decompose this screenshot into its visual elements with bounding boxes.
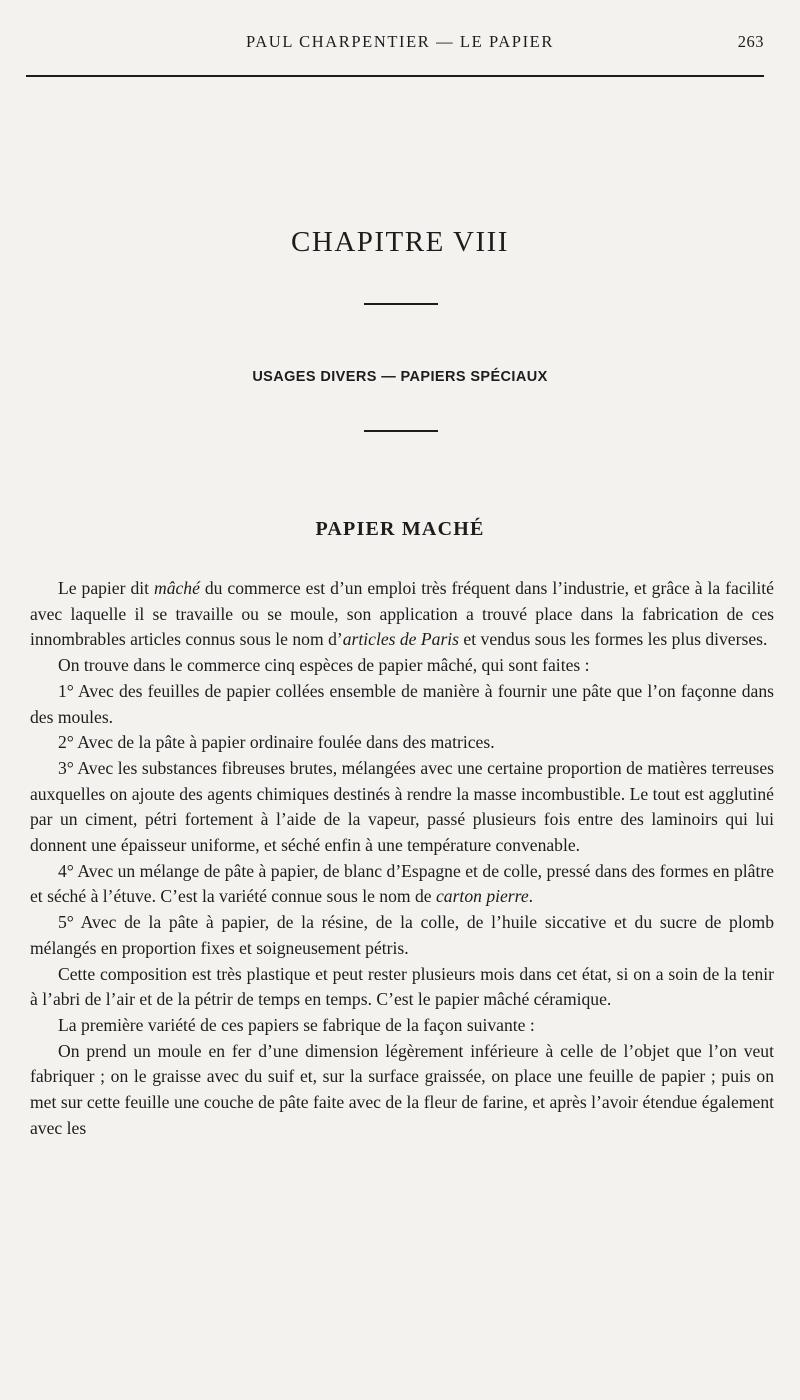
italic-text: articles de Paris xyxy=(342,629,460,650)
section-title: PAPIER MACHÉ xyxy=(315,518,485,540)
italic-text: carton pierre xyxy=(435,886,529,907)
page-number: 263 xyxy=(737,32,764,51)
paragraph-text: 1° Avec des feuilles de papier collées ensemble de manière à fournir une pâte que l’on façonne dans des moules. xyxy=(30,680,774,727)
paragraph-text: Le papier dit xyxy=(58,578,154,598)
body-paragraph xyxy=(30,962,774,1013)
chapter-subtitle: USAGES DIVERS — PAPIERS SPÉCIAUX xyxy=(252,369,548,385)
paragraph-text: La première variété de ces papiers se fabrique de la façon suivante : xyxy=(58,1014,535,1035)
paragraph-text: 5° Avec de la pâte à papier, de la résine, de la colle, de l’huile siccative et du sucre de plomb mélangés en proportion fixes et soigneusement pétris. xyxy=(30,912,774,958)
paragraph-text: et vendus sous les formes les plus diverses. xyxy=(459,629,768,650)
header-rule xyxy=(26,75,764,77)
body-paragraph xyxy=(30,576,774,653)
body-paragraph xyxy=(30,910,774,961)
body-paragraph xyxy=(30,756,774,859)
paragraph-text: On trouve dans le commerce cinq espèces de papier mâché, qui sont faites : xyxy=(58,655,590,676)
body-paragraph xyxy=(30,1039,774,1142)
body-paragraph xyxy=(30,653,774,679)
running-title: PAUL CHARPENTIER — LE PAPIER xyxy=(246,32,554,51)
paragraph-text: du commerce est d’un emploi très fréquent dans l’industrie, et grâce à la facilité avec laquelle il se travaille ou se moule, son application a trouvé place dans la fabrication de ces innombrables articles connus sous le nom d’ xyxy=(30,578,774,650)
body-paragraph xyxy=(30,679,774,730)
paragraph-text: Cette composition est très plastique et peut rester plusieurs mois dans cet état, si on a soin de la tenir à l’abri de l’air et de la pétrir de temps en temps. C’est le papier mâché céramique. xyxy=(30,963,774,1010)
chapter-rule xyxy=(364,303,438,305)
chapter-title: CHAPITRE VIII xyxy=(291,226,509,258)
body-paragraph xyxy=(30,859,774,910)
body-paragraph xyxy=(30,730,774,756)
italic-text: mâché xyxy=(153,578,200,598)
body-paragraph xyxy=(30,1013,774,1039)
paragraph-text: 2° Avec de la pâte à papier ordinaire foulée dans des matrices. xyxy=(58,732,495,753)
paragraph-text: . xyxy=(528,886,534,907)
body-text xyxy=(30,576,774,1141)
paragraph-text: On prend un moule en fer d’une dimension légèrement inférieure à celle de l’objet que l’on veut fabriquer ; on le graisse avec du suif et, sur la surface graissée, on place une feuille de papier ; puis on met sur cette feuille une couche de pâte faite avec de la fleur de farine, et après l’avoir étendue également avec les xyxy=(30,1040,774,1138)
paragraph-text: 3° Avec les substances fibreuses brutes, mélangées avec une certaine proportion de matières terreuses auxquelles on ajoute des agents chimiques destinés à rendre la masse incombustible. Le tout est agglutiné par un ciment, pétri fortement à l’aide de la vapeur, passé plusieurs fois entre des laminoirs qui lui donnent une épaisseur uniforme, et séché enfin à une température convenable. xyxy=(30,757,774,856)
paragraph-text: 4° Avec un mélange de pâte à papier, de blanc d’Espagne et de colle, pressé dans des formes en plâtre et séché à l’étuve. C’est la variété connue sous le nom de xyxy=(30,860,774,907)
running-head xyxy=(0,32,800,54)
subtitle-rule xyxy=(364,430,438,432)
